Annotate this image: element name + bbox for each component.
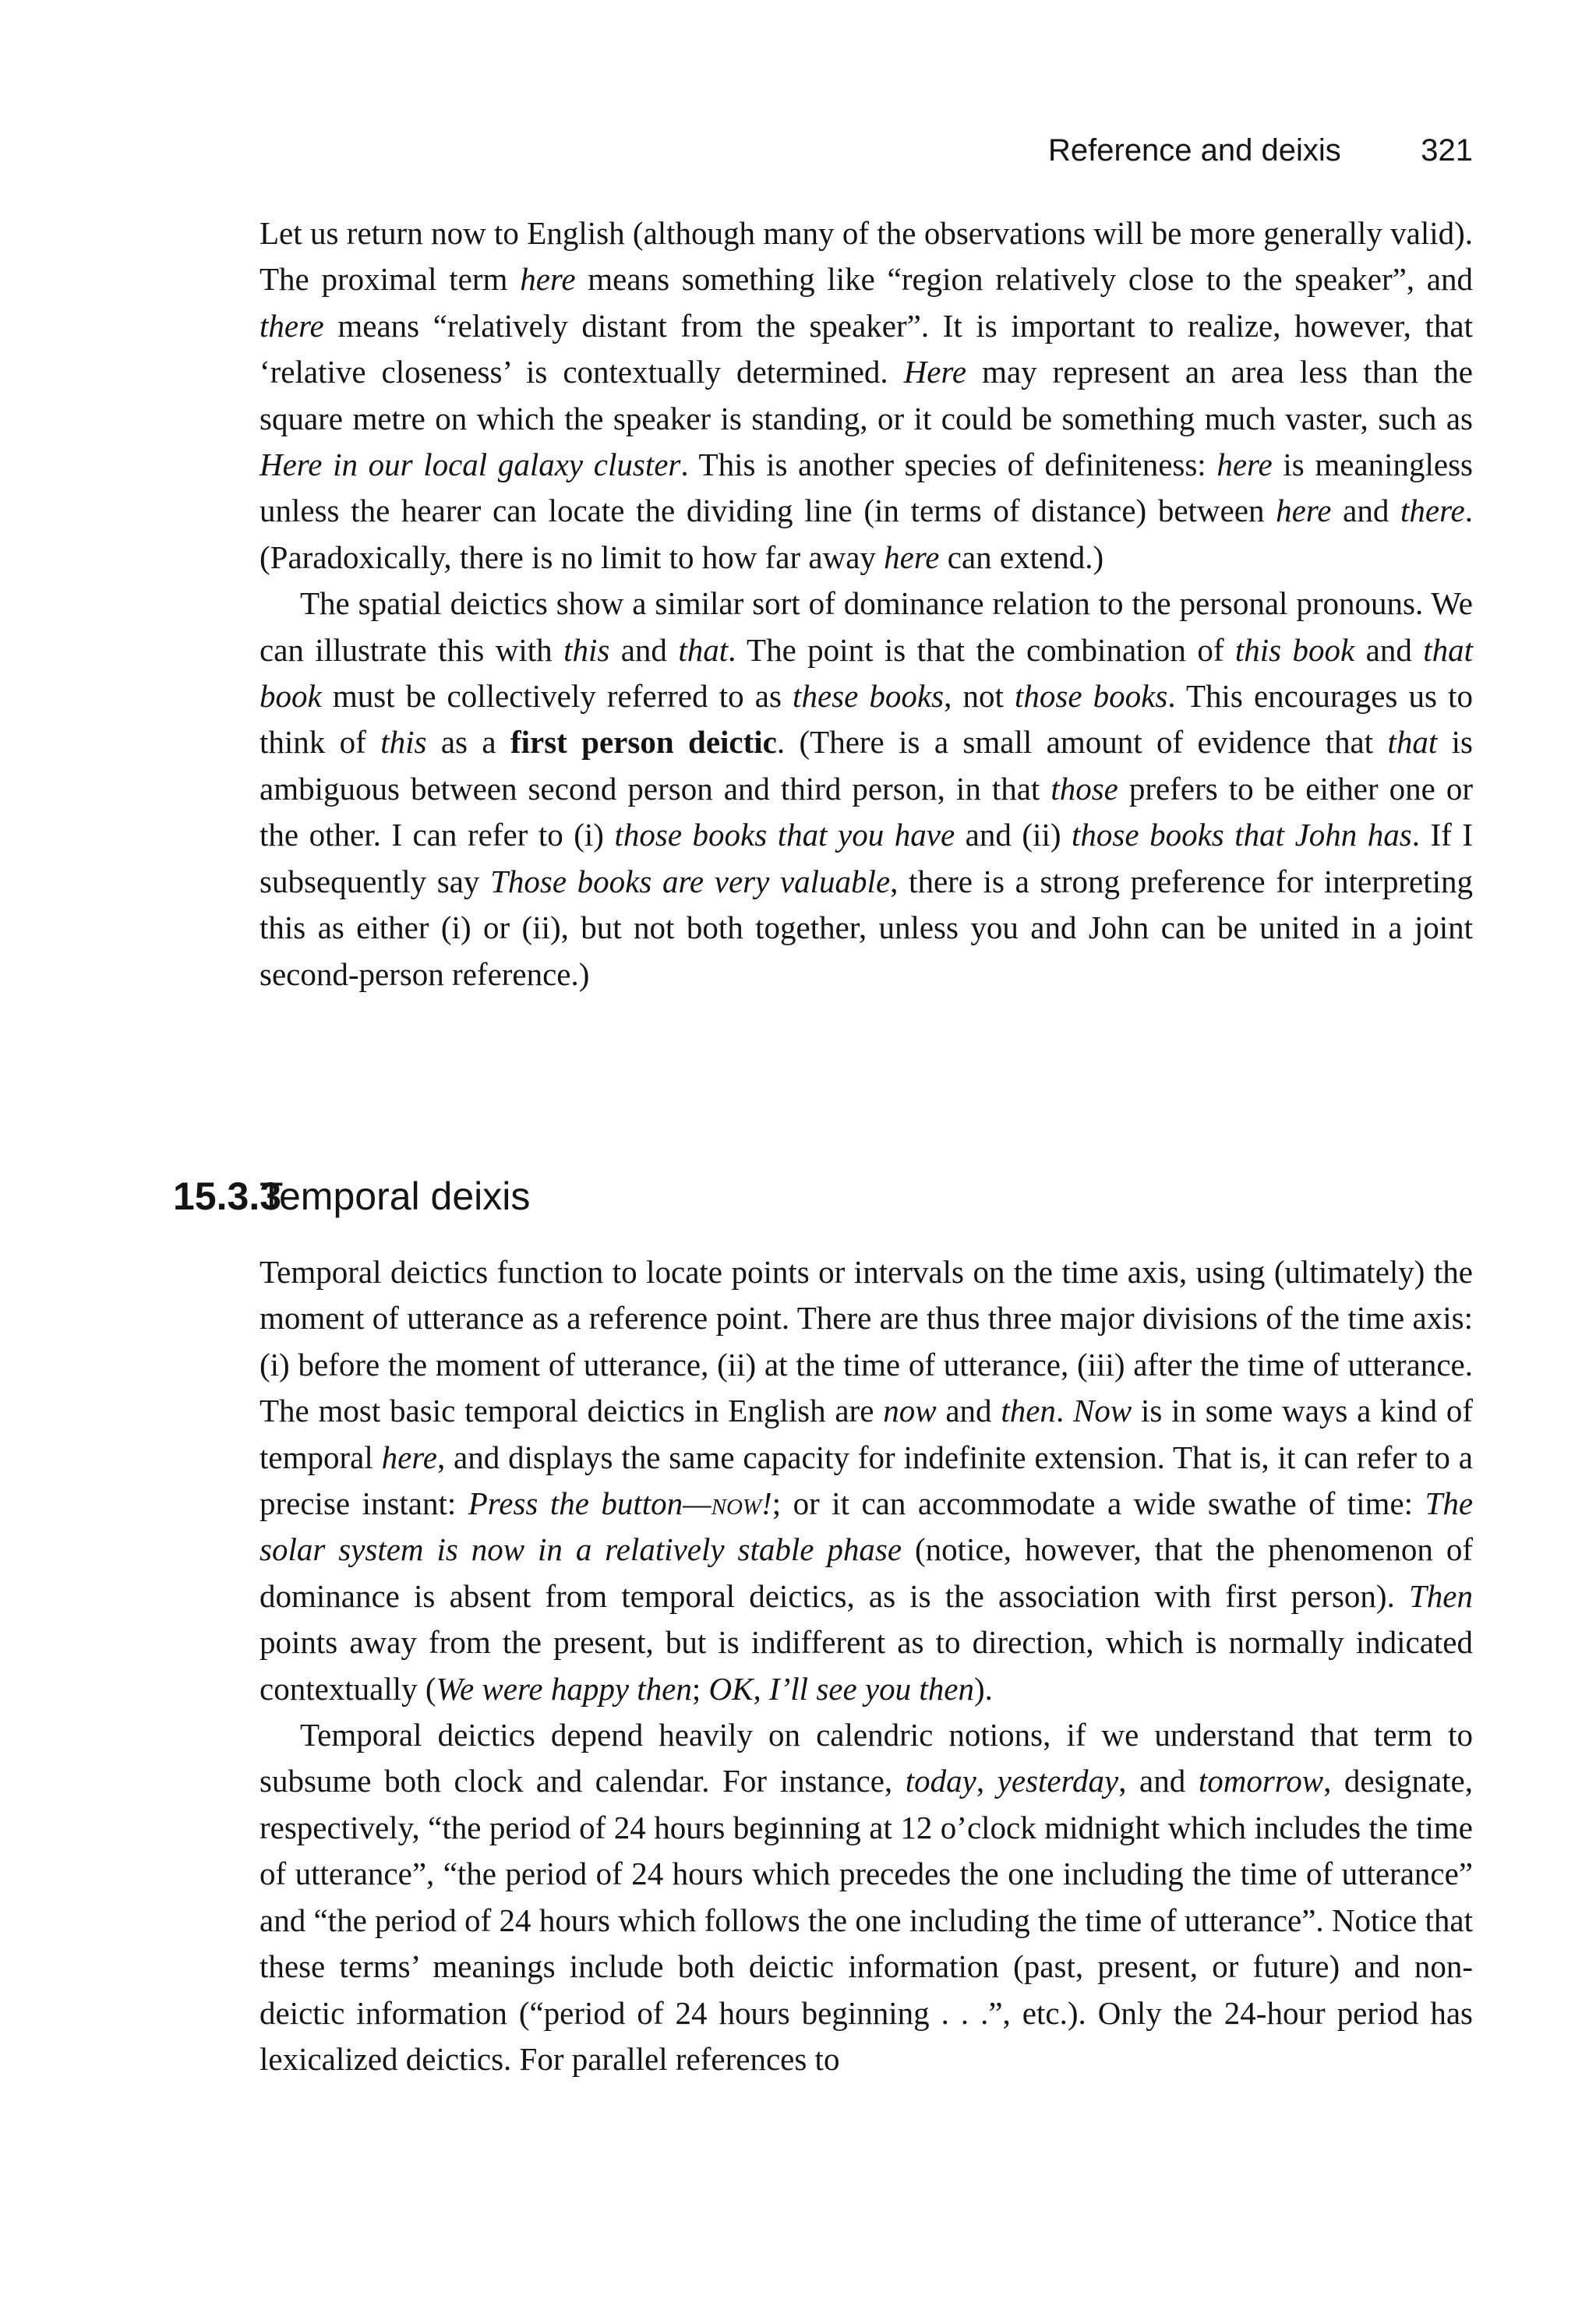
running-head (1048, 129, 1473, 172)
paragraph-4: Temporal deictics depend heavily on calendric notions, if we understand that term to subsume both clock and calendar. For instance, today, yesterday, and tomorrow, designate, respectively, “the period of 24 hours beginning at 12 o’clock midnight which includes the time of utterance”, “the period of 24 hours which precedes the one including the time of utterance” and “the period of 24 hours which follows the one including the time of utterance”. Notice that these terms’ meanings include both deictic information (past, present, or future) and non-deictic information (“period of 24 hours beginning . . .”, etc.). Only the 24-hour period has lexicalized deictics. For parallel references to (260, 1717, 1473, 2077)
running-title: Reference and deixis (1048, 133, 1341, 168)
section-title: Temporal deixis (260, 1174, 531, 1218)
section-number: 15.3.3 (173, 1174, 282, 1218)
key-term: first person deictic (510, 724, 777, 761)
page-number: 321 (1421, 133, 1473, 168)
paragraph-3: Temporal deictics function to locate points or intervals on the time axis, using (ultimately) the moment of utterance as a reference point. There are thus three major divisions of the time axis: (i) before the moment of utterance, (ii) at the time of utterance, (iii) after the time of utterance. The most basic temporal deictics in English are now and then. Now is in some ways a kind of temporal here, and displays the same capacity for indefinite extension. That is, it can refer to a precise instant: Press the button—now!; or it can accommodate a wide swathe of time: The solar system is now in a relatively stable phase (notice, however, that the phenomenon of dominance is absent from temporal deictics, as is the association with first person). Then points away from the present, but is indifferent as to direction, which is normally indicated contextually (We were happy then; OK, I’ll see you then). (260, 1254, 1474, 1707)
paragraph-2: The spatial deictics show a similar sort of dominance relation to the personal pronouns. We can illustrate this with this and that. The point is that the combination of this book and that book must be collectively referred to as these books, not those books. This encourages us to think of this as a first person deictic. (There is a small amount of evidence that that is ambiguous between second person and third person, in that those prefers to be either one or the other. I can refer to (i) those books that you have and (ii) those books that John has. If I subsequently say Those books are very valuable, there is a strong preference for interpreting this as either (i) or (ii), but not both together, unless you and John can be united in a joint second-person reference.) (260, 585, 1474, 992)
text-block-upper (260, 210, 1473, 998)
text-block-lower (260, 1249, 1473, 2082)
section-heading (173, 1169, 1473, 1224)
paragraph-1: Let us return now to English (although many of the observations will be more generally valid). The proximal term here means something like “region relatively close to the speaker”, and there means “relatively distant from the speaker”. It is important to realize, however, that ‘relative closeness’ is contextually determined. Here may represent an area less than the square metre on which the speaker is standing, or it could be something much vaster, such as Here in our local galaxy cluster. This is another species of definiteness: here is meaningless unless the hearer can locate the dividing line (in terms of distance) between here and there. (Paradoxically, there is no limit to how far away here can extend.) (260, 215, 1473, 575)
